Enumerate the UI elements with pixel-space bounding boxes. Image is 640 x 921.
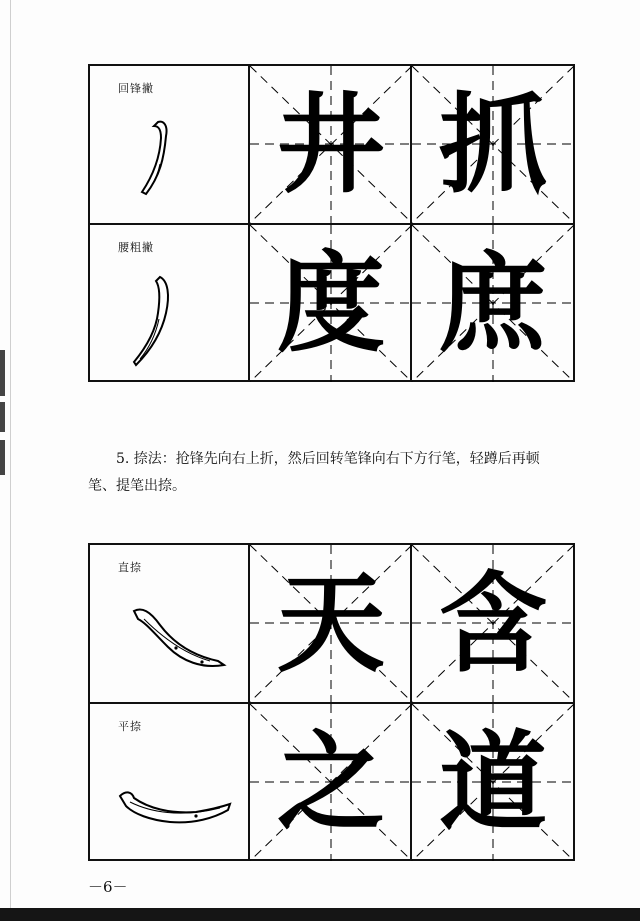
stroke-label: 腰粗撇 xyxy=(118,241,154,254)
description-line: 5. 捺法：抢锋先向右上折，然后回转笔锋向右下方行笔，轻蹲后再顿 xyxy=(116,451,540,467)
na-stroke-description xyxy=(88,446,588,500)
edge-mark xyxy=(0,350,5,396)
calligraphy-character: 天 xyxy=(276,560,385,687)
calligraphy-character: 之 xyxy=(276,719,385,846)
calligraphy-character: 含 xyxy=(438,560,547,687)
stroke-cell-huifeng-pie xyxy=(90,66,250,223)
practice-grid-cell xyxy=(250,66,412,223)
zhi-na-stroke-illustration xyxy=(90,545,248,702)
yaocu-pie-stroke-illustration xyxy=(90,225,248,382)
calligraphy-character: 道 xyxy=(438,719,547,846)
practice-grid-cell xyxy=(250,545,412,702)
calligraphy-character: 抓 xyxy=(438,81,547,208)
page-edge-line xyxy=(10,0,11,921)
stroke-table-na xyxy=(88,543,575,861)
edge-mark xyxy=(0,402,5,432)
description-line: 笔、提笔出捺。 xyxy=(88,478,186,494)
practice-grid-cell xyxy=(412,66,574,223)
calligraphy-character: 度 xyxy=(276,240,385,367)
page-number: －6－ xyxy=(88,878,128,896)
practice-grid-cell xyxy=(412,225,574,382)
practice-grid-cell xyxy=(412,704,574,861)
scan-bottom-border xyxy=(0,908,640,921)
stroke-label: 回锋撇 xyxy=(118,82,154,95)
stroke-label: 直捺 xyxy=(118,561,142,574)
practice-grid-cell xyxy=(250,704,412,861)
ping-na-stroke-illustration xyxy=(90,704,248,861)
huifeng-pie-stroke-illustration xyxy=(90,66,248,223)
stroke-cell-yaocu-pie xyxy=(90,225,250,382)
stroke-label: 平捺 xyxy=(118,720,142,733)
edge-mark xyxy=(0,440,5,475)
practice-grid-cell xyxy=(250,225,412,382)
practice-grid-cell xyxy=(412,545,574,702)
stroke-cell-zhi-na xyxy=(90,545,250,702)
stroke-cell-ping-na xyxy=(90,704,250,861)
stroke-table-pie xyxy=(88,64,575,382)
calligraphy-character: 庶 xyxy=(438,240,547,367)
calligraphy-character: 井 xyxy=(276,81,385,208)
